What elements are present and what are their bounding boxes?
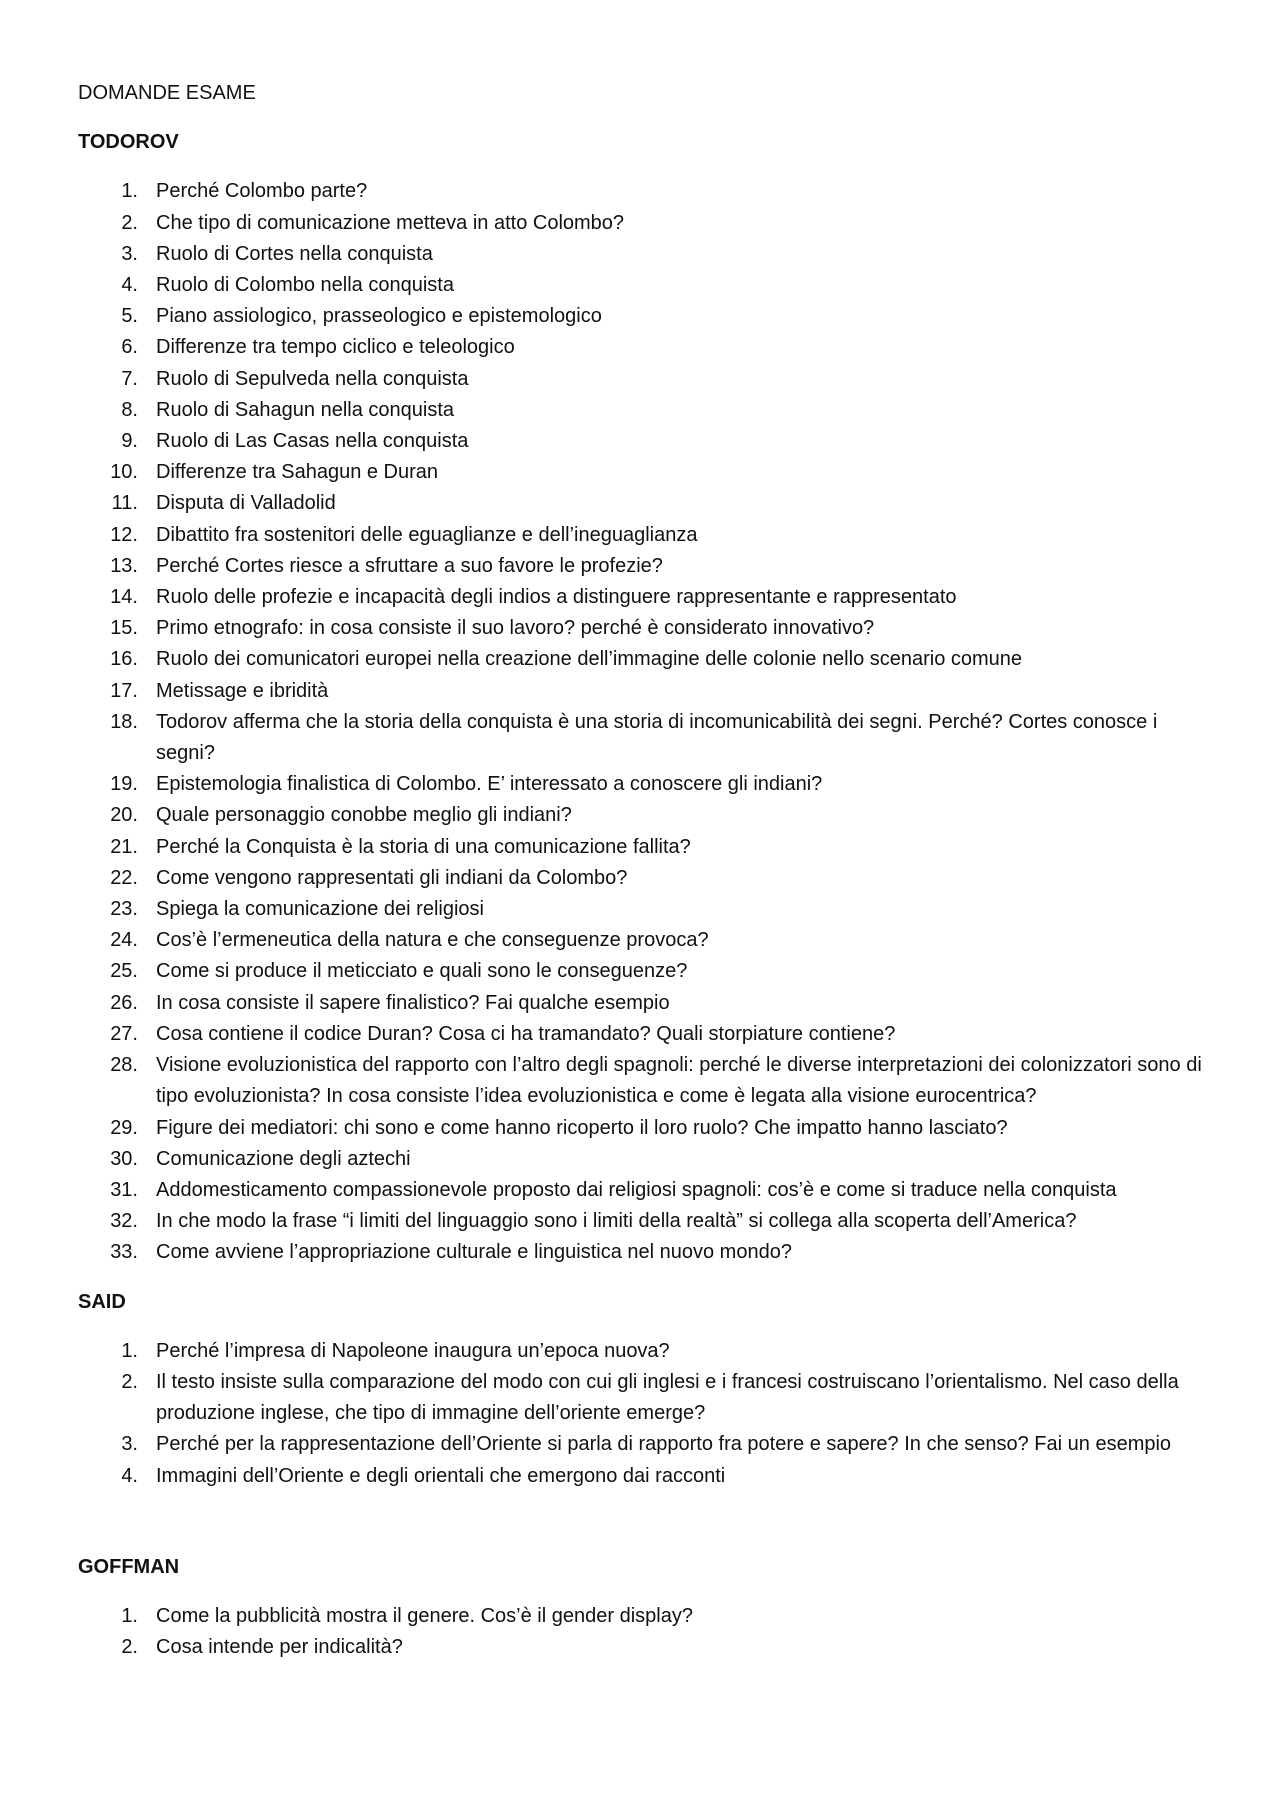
question-item bbox=[78, 208, 1220, 239]
question-text: Quale personaggio conobbe meglio gli indiani? bbox=[156, 804, 572, 827]
question-number: 32. bbox=[110, 1210, 138, 1233]
question-item bbox=[78, 1461, 1220, 1492]
question-number: 6. bbox=[121, 336, 138, 359]
question-item bbox=[78, 270, 1220, 301]
question-text: Dibattito fra sostenitori delle eguaglianze e dell’ineguaglianza bbox=[156, 523, 698, 546]
question-number: 15. bbox=[110, 617, 138, 640]
question-text: Spiega la comunicazione dei religiosi bbox=[156, 898, 484, 921]
question-item bbox=[78, 1632, 1220, 1663]
empty-paragraph bbox=[78, 1510, 1220, 1552]
question-item bbox=[78, 800, 1220, 831]
question-text: Todorov afferma che la storia della conquista è una storia di incomunicabilità dei segni. Perché? Cortes conosce i segni? bbox=[156, 710, 1158, 765]
question-item bbox=[78, 1050, 1220, 1112]
question-item bbox=[78, 644, 1220, 675]
question-text: Ruolo di Sahagun nella conquista bbox=[156, 398, 454, 421]
question-item bbox=[78, 1367, 1220, 1429]
question-number: 30. bbox=[110, 1147, 138, 1170]
question-number: 21. bbox=[110, 835, 138, 858]
question-item bbox=[78, 1206, 1220, 1237]
question-item bbox=[78, 988, 1220, 1019]
question-number: 4. bbox=[121, 1464, 138, 1487]
question-number: 1. bbox=[121, 1339, 138, 1362]
question-number: 4. bbox=[121, 274, 138, 297]
question-text: Primo etnografo: in cosa consiste il suo lavoro? perché è considerato innovativo? bbox=[156, 617, 875, 640]
question-item bbox=[78, 613, 1220, 644]
question-item bbox=[78, 863, 1220, 894]
question-item bbox=[78, 488, 1220, 519]
question-item bbox=[78, 239, 1220, 270]
document-title: DOMANDE ESAME bbox=[78, 82, 256, 104]
question-text: Che tipo di comunicazione metteva in atto Colombo? bbox=[156, 211, 625, 234]
question-item bbox=[78, 457, 1220, 488]
question-text: Come avviene l’appropriazione culturale e linguistica nel nuovo mondo? bbox=[156, 1241, 792, 1264]
question-text: Immagini dell’Oriente e degli orientali che emergono dai racconti bbox=[156, 1464, 726, 1487]
question-item bbox=[78, 1336, 1220, 1367]
question-item bbox=[78, 707, 1220, 769]
question-number: 14. bbox=[110, 586, 138, 609]
question-item bbox=[78, 520, 1220, 551]
question-item bbox=[78, 1237, 1220, 1268]
question-number: 25. bbox=[110, 960, 138, 983]
question-number: 11. bbox=[111, 492, 138, 515]
section-heading-goffman: GOFFMAN bbox=[78, 1555, 180, 1578]
question-text: In che modo la frase “i limiti del linguaggio sono i limiti della realtà” si collega alla scoperta dell’America? bbox=[156, 1210, 1077, 1233]
question-text: Cosa contiene il codice Duran? Cosa ci ha tramandato? Quali storpiature contiene? bbox=[156, 1022, 896, 1045]
question-number: 7. bbox=[121, 367, 138, 390]
question-number: 23. bbox=[110, 898, 138, 921]
question-item bbox=[78, 832, 1220, 863]
question-item bbox=[78, 769, 1220, 800]
question-number: 2. bbox=[121, 211, 138, 234]
question-text: Differenze tra tempo ciclico e teleologico bbox=[156, 336, 515, 359]
question-item bbox=[78, 1144, 1220, 1175]
question-text: Perché la Conquista è la storia di una comunicazione fallita? bbox=[156, 835, 691, 858]
question-text: Cosa intende per indicalità? bbox=[156, 1636, 403, 1659]
question-text: Comunicazione degli aztechi bbox=[156, 1147, 411, 1170]
question-item bbox=[78, 676, 1220, 707]
question-number: 13. bbox=[110, 554, 138, 577]
question-item bbox=[78, 551, 1220, 582]
question-number: 22. bbox=[110, 866, 138, 889]
question-number: 28. bbox=[110, 1054, 138, 1077]
question-text: Ruolo di Sepulveda nella conquista bbox=[156, 367, 469, 390]
question-number: 18. bbox=[110, 710, 138, 733]
question-number: 31. bbox=[110, 1178, 138, 1201]
question-number: 2. bbox=[121, 1636, 138, 1659]
question-text: Ruolo dei comunicatori europei nella creazione dell’immagine delle colonie nello scenario comune bbox=[156, 648, 1023, 671]
question-list-said bbox=[78, 1336, 1220, 1492]
question-item bbox=[78, 1113, 1220, 1144]
section-heading-todorov: TODOROV bbox=[78, 131, 179, 154]
question-number: 24. bbox=[110, 929, 138, 952]
question-text: Ruolo delle profezie e incapacità degli indios a distinguere rappresentante e rappresentato bbox=[156, 586, 957, 609]
question-text: Perché Cortes riesce a sfruttare a suo favore le profezie? bbox=[156, 554, 663, 577]
question-list-goffman bbox=[78, 1601, 1220, 1663]
question-text: Epistemologia finalistica di Colombo. E’ interessato a conoscere gli indiani? bbox=[156, 773, 823, 796]
question-item bbox=[78, 894, 1220, 925]
question-item bbox=[78, 332, 1220, 363]
question-number: 1. bbox=[121, 180, 138, 203]
question-item bbox=[78, 364, 1220, 395]
question-item bbox=[78, 956, 1220, 987]
question-number: 2. bbox=[121, 1370, 138, 1393]
question-item bbox=[78, 582, 1220, 613]
question-text: Figure dei mediatori: chi sono e come hanno ricoperto il loro ruolo? Che impatto hanno lasciato? bbox=[156, 1116, 1008, 1139]
question-number: 27. bbox=[110, 1022, 138, 1045]
question-number: 17. bbox=[110, 679, 138, 702]
question-number: 5. bbox=[121, 305, 138, 328]
question-item bbox=[78, 1019, 1220, 1050]
question-text: Il testo insiste sulla comparazione del modo con cui gli inglesi e i francesi costruiscano l’orientalismo. Nel caso della produzione inglese, che tipo di immagine dell’oriente emerge? bbox=[156, 1370, 1179, 1425]
question-text: Piano assiologico, prasseologico e epistemologico bbox=[156, 305, 602, 328]
question-number: 20. bbox=[110, 804, 138, 827]
question-text: Come vengono rappresentati gli indiani da Colombo? bbox=[156, 866, 628, 889]
question-number: 29. bbox=[110, 1116, 138, 1139]
question-text: Addomesticamento compassionevole proposto dai religiosi spagnoli: cos’è e come si traduce nella conquista bbox=[156, 1178, 1117, 1201]
question-text: Disputa di Valladolid bbox=[156, 492, 336, 515]
question-text: Ruolo di Las Casas nella conquista bbox=[156, 430, 469, 453]
question-item bbox=[78, 1175, 1220, 1206]
question-number: 3. bbox=[121, 1433, 138, 1456]
question-text: Come la pubblicità mostra il genere. Cos’è il gender display? bbox=[156, 1604, 693, 1627]
question-number: 3. bbox=[121, 242, 138, 265]
question-item bbox=[78, 1429, 1220, 1460]
question-text: Perché Colombo parte? bbox=[156, 180, 368, 203]
question-text: In cosa consiste il sapere finalistico? Fai qualche esempio bbox=[156, 991, 670, 1014]
question-item bbox=[78, 301, 1220, 332]
question-number: 33. bbox=[110, 1241, 138, 1264]
question-text: Ruolo di Cortes nella conquista bbox=[156, 242, 433, 265]
question-number: 19. bbox=[110, 773, 138, 796]
question-number: 10. bbox=[110, 461, 138, 484]
question-item bbox=[78, 1601, 1220, 1632]
question-number: 8. bbox=[121, 398, 138, 421]
section-heading-said: SAID bbox=[78, 1290, 126, 1313]
question-item bbox=[78, 426, 1220, 457]
question-item bbox=[78, 925, 1220, 956]
question-text: Cos’è l’ermeneutica della natura e che conseguenze provoca? bbox=[156, 929, 709, 952]
question-text: Visione evoluzionistica del rapporto con l’altro degli spagnoli: perché le diverse interpretazioni dei colonizzatori sono di tipo evoluzionista? In cosa consiste l’idea evoluzionistica e come è legata alla visione eurocentrica? bbox=[156, 1054, 1202, 1108]
question-text: Come si produce il meticciato e quali sono le conseguenze? bbox=[156, 960, 688, 983]
question-text: Metissage e ibridità bbox=[156, 679, 329, 702]
question-text: Ruolo di Colombo nella conquista bbox=[156, 274, 454, 297]
question-text: Perché l’impresa di Napoleone inaugura un’epoca nuova? bbox=[156, 1339, 670, 1362]
question-number: 26. bbox=[110, 991, 138, 1014]
question-number: 1. bbox=[121, 1604, 138, 1627]
question-text: Differenze tra Sahagun e Duran bbox=[156, 461, 439, 484]
question-number: 9. bbox=[121, 430, 138, 453]
question-number: 16. bbox=[110, 648, 138, 671]
question-text: Perché per la rappresentazione dell’Oriente si parla di rapporto fra potere e sapere? In che senso? Fai un esempio bbox=[156, 1433, 1172, 1456]
question-item bbox=[78, 176, 1220, 207]
question-number: 12. bbox=[110, 523, 138, 546]
question-item bbox=[78, 395, 1220, 426]
question-list-todorov bbox=[78, 176, 1220, 1268]
